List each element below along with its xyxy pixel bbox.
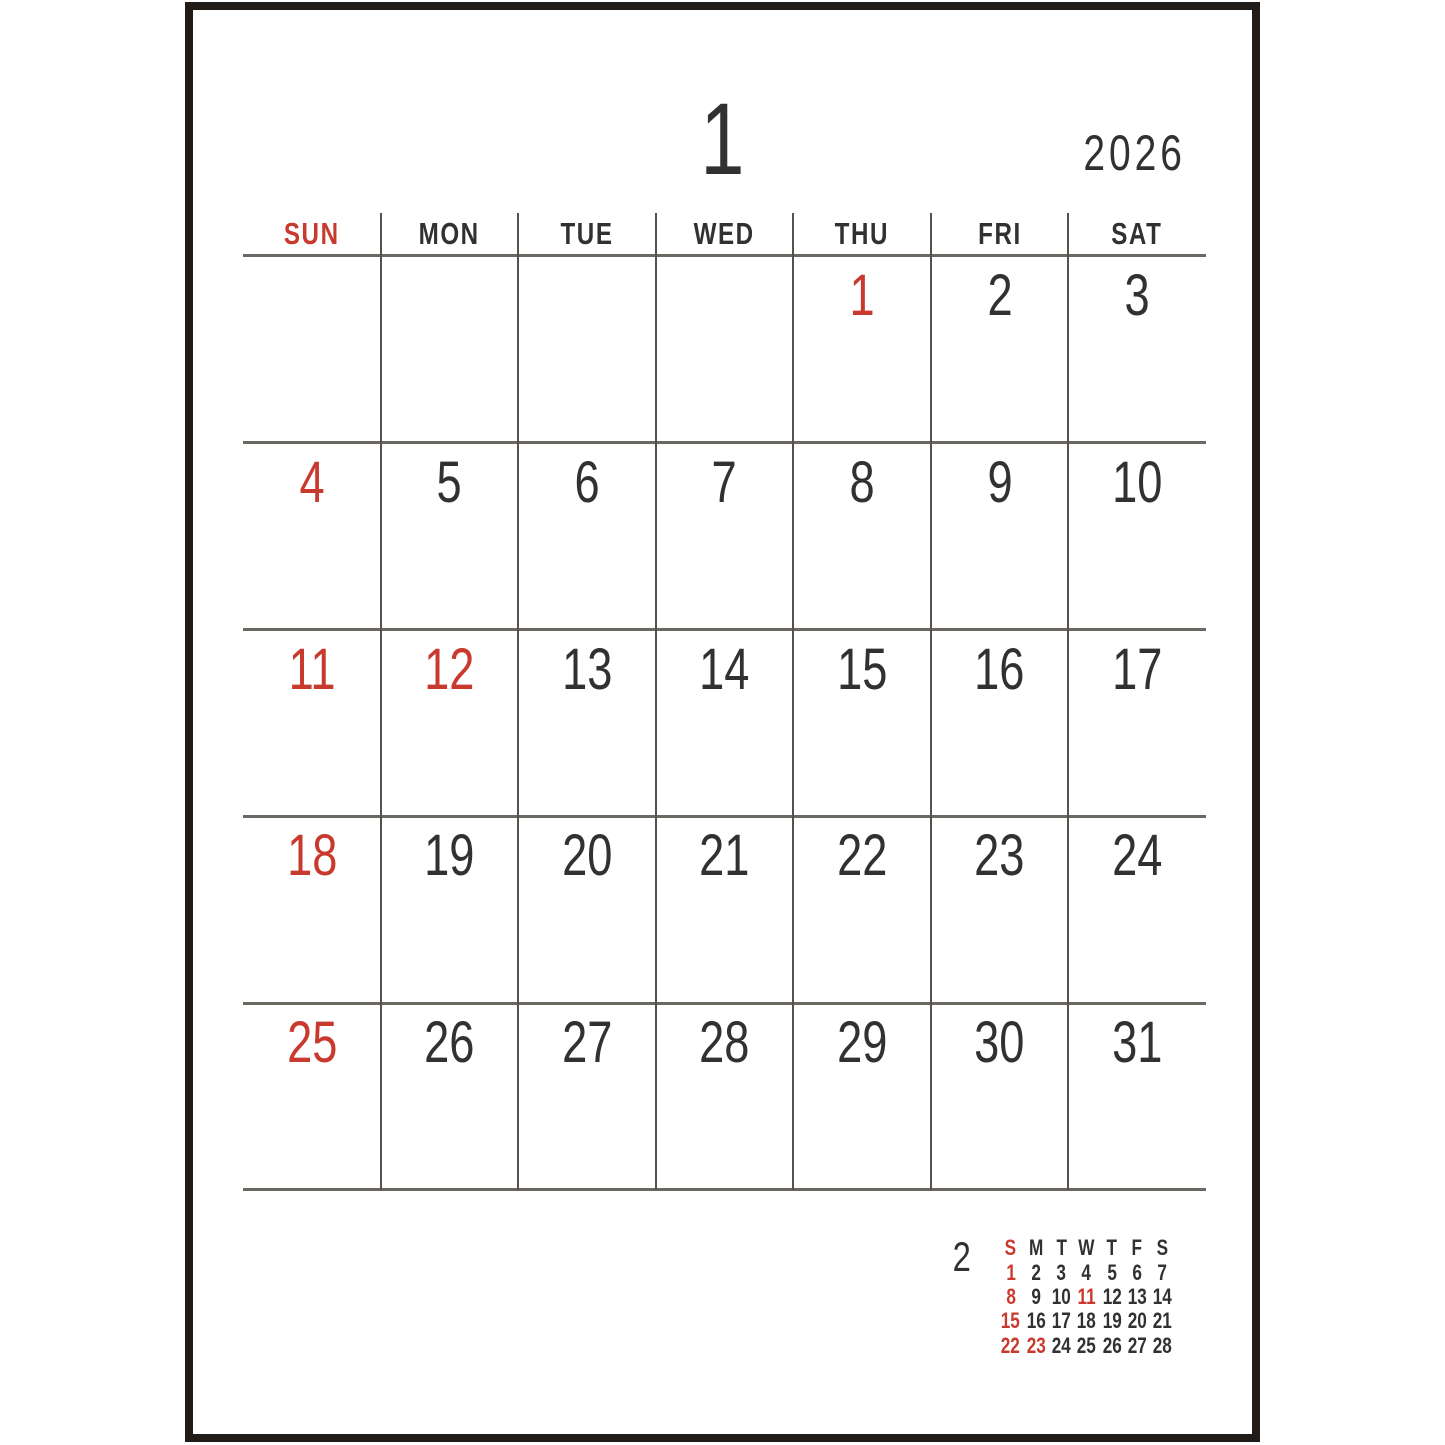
mini-day-number: 3: [1056, 1259, 1067, 1285]
day-number: 21: [699, 823, 750, 889]
mini-day-number: 27: [1127, 1332, 1147, 1358]
mini-weekday-label: T: [1055, 1235, 1067, 1261]
mini-day: [1124, 1260, 1149, 1284]
mini-day: [998, 1285, 1023, 1309]
mini-day: [1099, 1309, 1124, 1333]
day-cell: [518, 442, 656, 629]
mini-day-number: 10: [1051, 1283, 1071, 1309]
day-cell: [381, 815, 519, 1002]
day-cell: [931, 255, 1069, 442]
day-number: 26: [424, 1010, 475, 1076]
header-divider: [380, 213, 382, 256]
day-number: 19: [424, 823, 475, 889]
mini-day: [1124, 1309, 1149, 1333]
mini-day-number: 11: [1077, 1283, 1096, 1309]
mini-day: [1099, 1334, 1124, 1358]
mini-day: [1023, 1334, 1048, 1358]
day-cell: [381, 629, 519, 816]
mini-day-number: 5: [1107, 1259, 1117, 1285]
day-cell: [793, 815, 931, 1002]
day-cell: [793, 255, 931, 442]
weekday-sat: [1068, 212, 1206, 256]
day-number: 3: [1124, 263, 1150, 328]
mini-weekday-label: S: [1004, 1235, 1017, 1261]
mini-weekday-label: M: [1028, 1235, 1044, 1261]
mini-day-number: 14: [1152, 1283, 1172, 1309]
weekday-header-row: [243, 212, 1206, 256]
mini-day: [1023, 1260, 1048, 1284]
day-number: 23: [974, 823, 1025, 889]
mini-day-number: 13: [1127, 1283, 1147, 1309]
day-cell: [243, 815, 381, 1002]
mini-day-number: 1: [1005, 1259, 1016, 1285]
mini-day: [1150, 1285, 1175, 1309]
day-number: 20: [561, 823, 613, 889]
weekday-sun-label: SUN: [283, 216, 340, 251]
day-cell: [931, 442, 1069, 629]
mini-day-number: 21: [1152, 1308, 1172, 1334]
day-cell: [518, 815, 656, 1002]
mini-day: [1099, 1260, 1124, 1284]
mini-day-number: 19: [1102, 1308, 1122, 1334]
day-number: 30: [974, 1010, 1025, 1076]
weekday-wed: [656, 212, 794, 256]
next-month-number: [938, 1233, 986, 1280]
day-cell: [656, 629, 794, 816]
header-divider: [792, 213, 794, 256]
mini-day: [1124, 1334, 1149, 1358]
mini-day-number: 23: [1026, 1332, 1046, 1358]
header-divider: [1067, 213, 1069, 256]
mini-weekday-label: S: [1156, 1235, 1169, 1261]
day-number: 27: [561, 1010, 613, 1076]
mini-day: [1150, 1309, 1175, 1333]
day-number: 24: [1112, 823, 1163, 889]
day-number: 13: [561, 636, 613, 702]
day-cell: [793, 442, 931, 629]
mini-day: [1049, 1309, 1074, 1333]
day-number: 29: [836, 1010, 888, 1076]
mini-weekday: [1049, 1236, 1074, 1260]
next-month-number-text: 2: [952, 1233, 972, 1280]
day-number: 12: [424, 636, 475, 702]
mini-day: [1074, 1334, 1099, 1358]
mini-day: [1074, 1285, 1099, 1309]
day-cell: [518, 1002, 656, 1189]
weekday-wed-label: WED: [693, 216, 756, 251]
day-number: 1: [849, 263, 875, 328]
day-cell: [656, 442, 794, 629]
day-number: 10: [1112, 449, 1163, 515]
weekday-thu-label: THU: [834, 216, 890, 251]
mini-day: [1049, 1334, 1074, 1358]
mini-day-number: 9: [1031, 1283, 1041, 1309]
weekday-fri-label: FRI: [977, 216, 1022, 251]
day-cell: [1068, 815, 1206, 1002]
day-number: 7: [711, 449, 738, 515]
weekday-sun: [243, 212, 381, 256]
mini-day-number: 12: [1102, 1283, 1122, 1309]
mini-weekday: [1099, 1236, 1124, 1260]
day-cell: [793, 1002, 931, 1189]
day-cell: [518, 629, 656, 816]
day-number: 8: [849, 449, 875, 515]
day-cell: [931, 629, 1069, 816]
day-number: 31: [1112, 1010, 1163, 1076]
day-cell: [1068, 1002, 1206, 1189]
mini-day-number: 20: [1127, 1308, 1147, 1334]
weekday-mon: [381, 212, 519, 256]
weekday-thu: [793, 212, 931, 256]
day-number: 6: [574, 449, 600, 515]
month-number: [622, 82, 822, 196]
mini-weekday-label: F: [1131, 1235, 1143, 1261]
mini-day-number: 8: [1005, 1283, 1016, 1309]
mini-day-number: 17: [1051, 1308, 1071, 1334]
day-cell: [656, 1002, 794, 1189]
mini-day-number: 6: [1132, 1259, 1142, 1285]
mini-day-number: 22: [1001, 1332, 1021, 1358]
mini-weekday: [1150, 1236, 1175, 1260]
day-cell: [243, 442, 381, 629]
mini-weekday: [1074, 1236, 1099, 1260]
day-cell: [243, 255, 381, 442]
next-month-mini-calendar: [998, 1236, 1175, 1358]
mini-day-number: 28: [1152, 1332, 1172, 1358]
day-number: 18: [286, 823, 337, 889]
weekday-tue: [518, 212, 656, 256]
day-number: 28: [699, 1010, 750, 1076]
day-number: 15: [836, 636, 888, 702]
header-divider: [517, 213, 519, 256]
mini-day: [1023, 1285, 1048, 1309]
mini-day: [998, 1260, 1023, 1284]
mini-day: [998, 1334, 1023, 1358]
mini-day: [1049, 1285, 1074, 1309]
day-number: 9: [987, 449, 1013, 515]
mini-day-number: 24: [1051, 1332, 1071, 1358]
mini-weekday: [998, 1236, 1023, 1260]
mini-day-number: 15: [1001, 1308, 1021, 1334]
day-cell: [656, 815, 794, 1002]
year-label: [1035, 125, 1235, 181]
day-cell: [1068, 442, 1206, 629]
year-label-text: 2026: [1083, 125, 1187, 181]
mini-day: [1150, 1260, 1175, 1284]
mini-day: [1099, 1285, 1124, 1309]
mini-day: [1049, 1260, 1074, 1284]
mini-day-number: 4: [1081, 1259, 1092, 1285]
header-divider: [930, 213, 932, 256]
mini-day: [1150, 1334, 1175, 1358]
day-number: 16: [974, 636, 1025, 702]
day-cell: [656, 255, 794, 442]
day-cell: [243, 629, 381, 816]
day-number: 22: [836, 823, 888, 889]
day-cell: [243, 1002, 381, 1189]
day-number: 17: [1112, 636, 1163, 702]
day-cell: [931, 815, 1069, 1002]
mini-day-number: 25: [1076, 1332, 1097, 1358]
mini-day: [1023, 1309, 1048, 1333]
day-cell: [381, 1002, 519, 1189]
month-day-grid: [243, 255, 1206, 1189]
day-cell: [381, 442, 519, 629]
weekday-tue-label: TUE: [560, 216, 614, 251]
day-number: 4: [299, 449, 325, 515]
mini-day: [1124, 1285, 1149, 1309]
mini-weekday: [1023, 1236, 1048, 1260]
mini-day-number: 7: [1157, 1259, 1168, 1285]
day-cell: [931, 1002, 1069, 1189]
mini-day-number: 16: [1026, 1308, 1046, 1334]
day-cell: [793, 629, 931, 816]
mini-day-number: 26: [1102, 1332, 1122, 1358]
mini-weekday: [1124, 1236, 1149, 1260]
mini-day: [998, 1309, 1023, 1333]
month-number-text: 1: [699, 82, 745, 196]
day-number: 14: [699, 636, 750, 702]
mini-day-number: 18: [1076, 1308, 1097, 1334]
mini-day: [1074, 1260, 1099, 1284]
day-cell: [381, 255, 519, 442]
day-number: 5: [436, 449, 462, 515]
day-number: 2: [987, 263, 1013, 328]
mini-day: [1074, 1309, 1099, 1333]
day-number: 11: [288, 636, 336, 702]
mini-day-number: 2: [1031, 1259, 1041, 1285]
weekday-mon-label: MON: [418, 216, 480, 251]
weekday-sat-label: SAT: [1111, 216, 1163, 251]
day-cell: [518, 255, 656, 442]
day-cell: [1068, 629, 1206, 816]
mini-weekday-label: W: [1078, 1235, 1095, 1261]
mini-weekday-label: T: [1106, 1235, 1118, 1261]
day-number: 25: [286, 1010, 337, 1076]
header-divider: [655, 213, 657, 256]
day-cell: [1068, 255, 1206, 442]
weekday-fri: [931, 212, 1069, 256]
